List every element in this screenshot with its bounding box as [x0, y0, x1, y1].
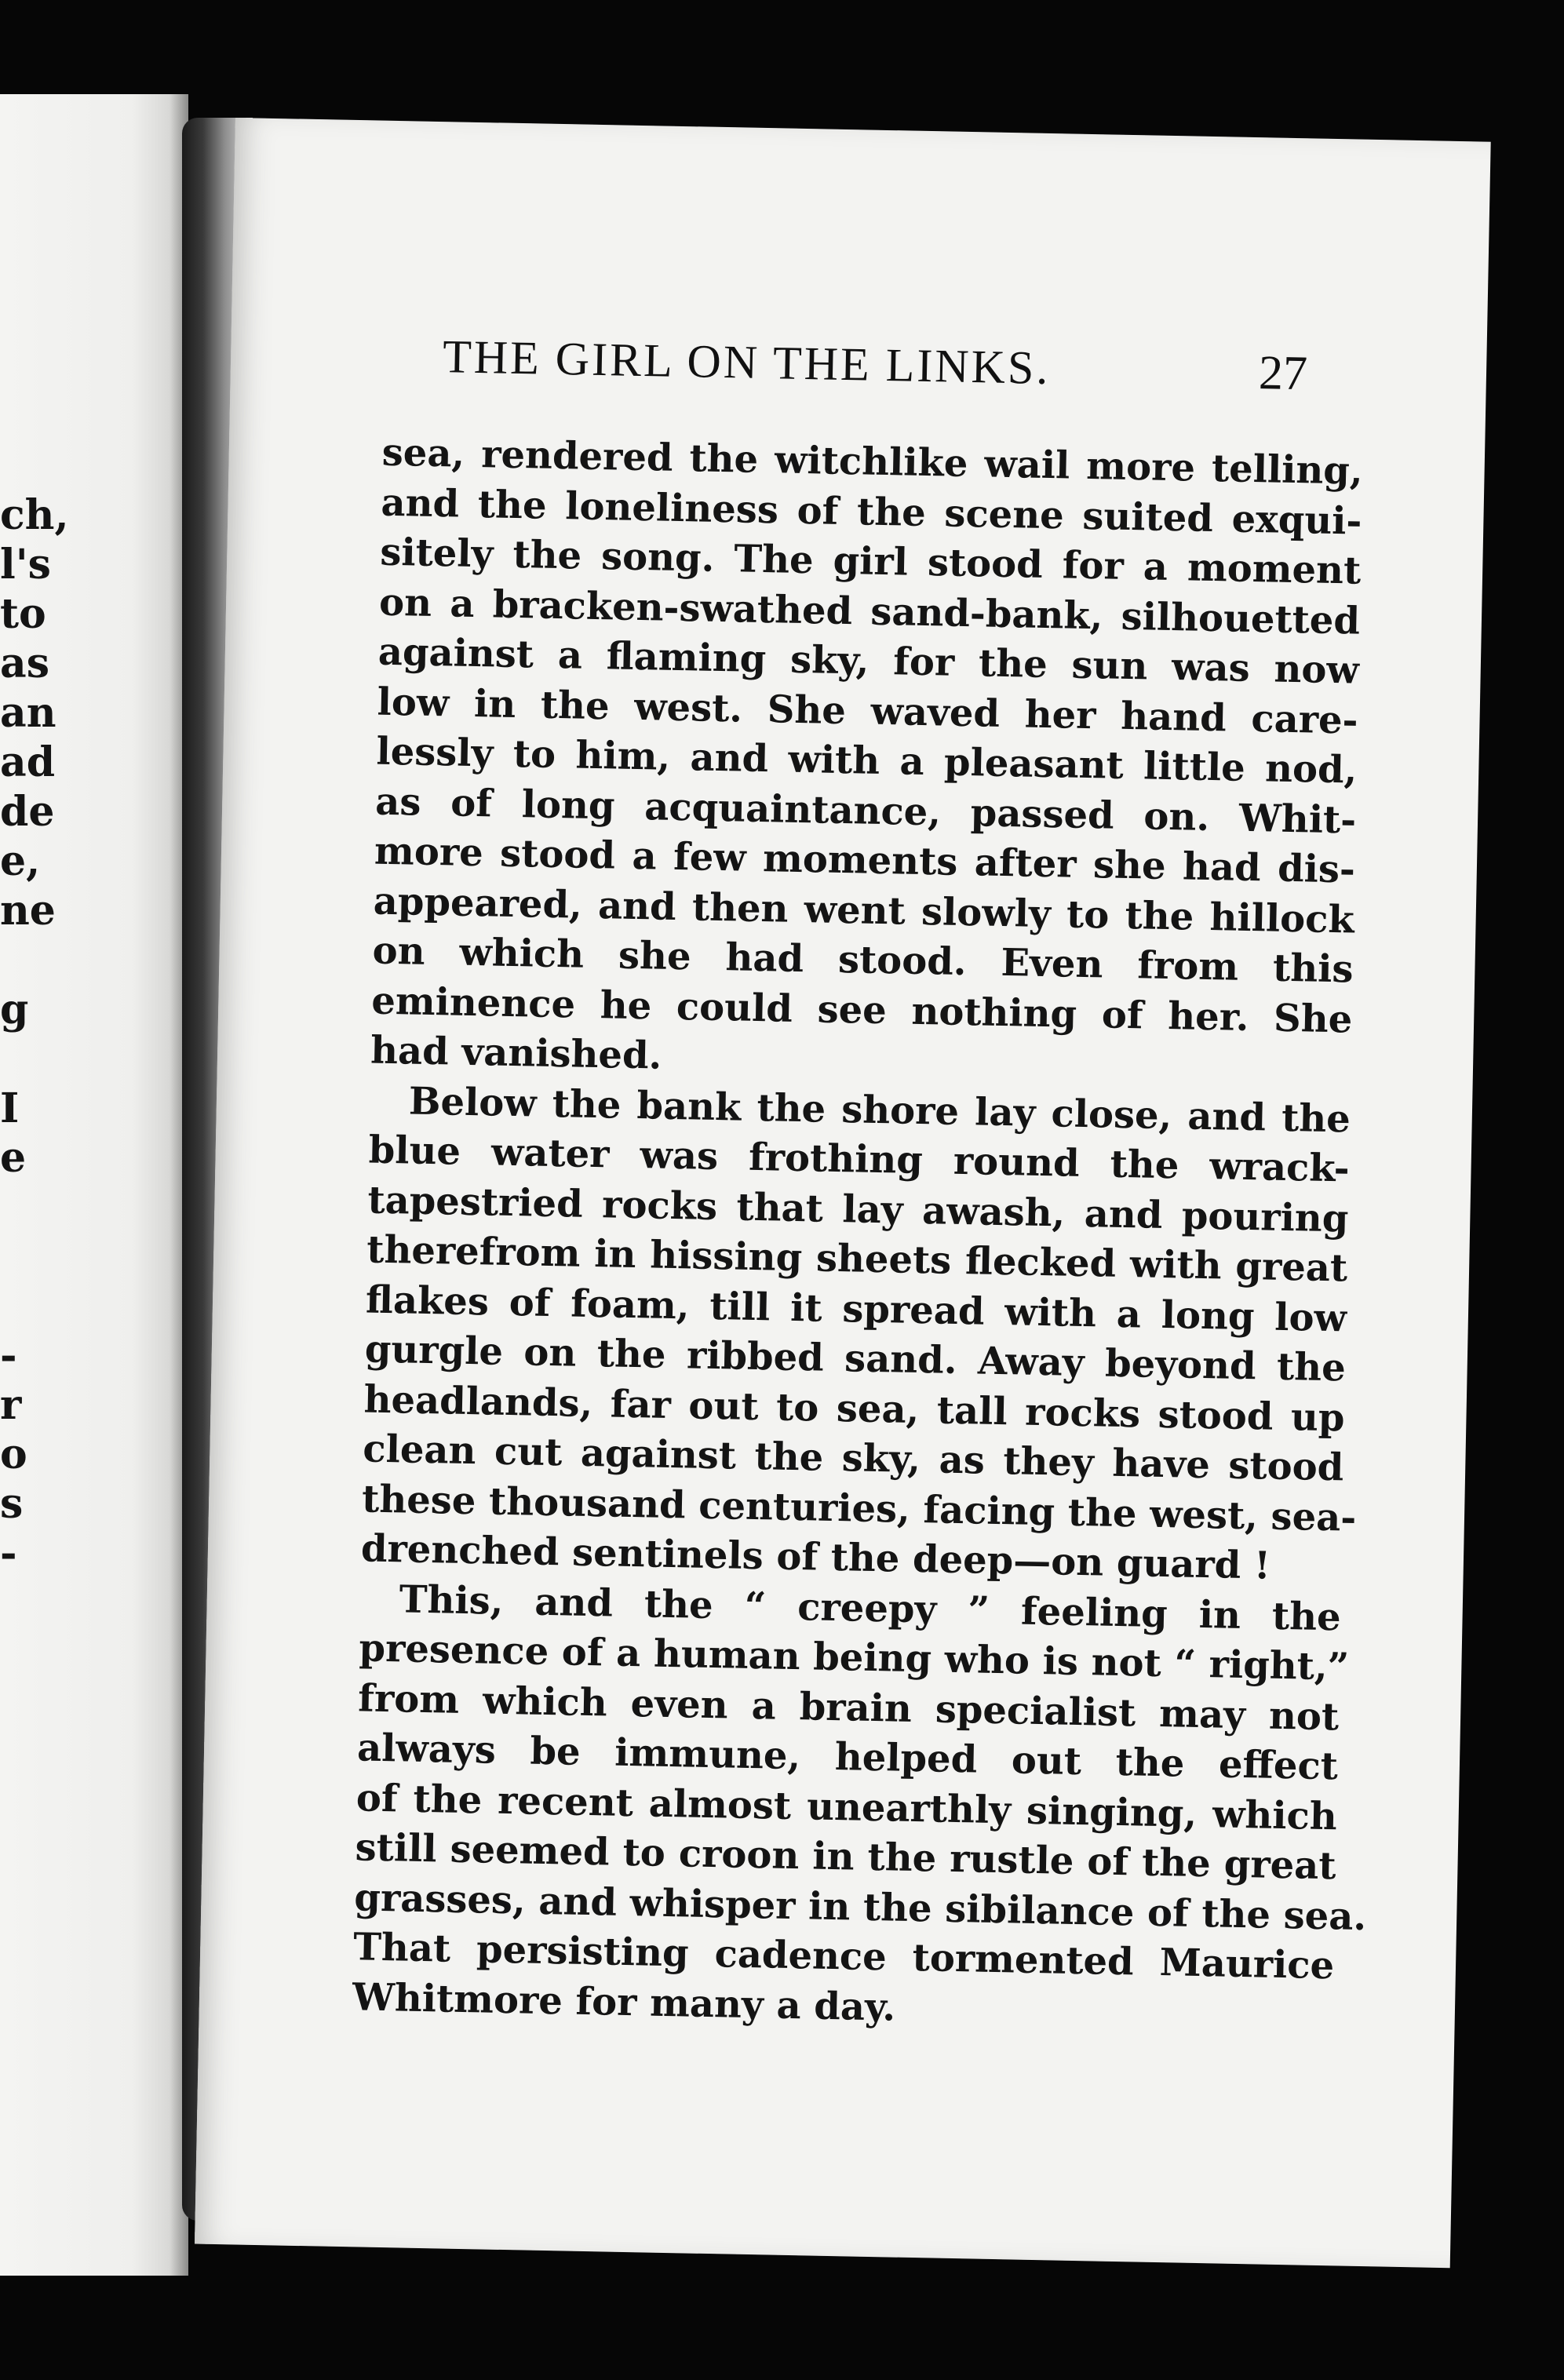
text-line: from which even a brain specialist may not — [357, 1675, 1340, 1739]
text-line: therefrom in hissing sheets flecked with great — [366, 1227, 1348, 1291]
previous-page-fragment: I — [0, 1084, 20, 1132]
text-line: This, and the “ creepy ” feeling in the — [399, 1576, 1342, 1639]
previous-page-line-endings — [0, 490, 69, 1578]
text-line: always be immune, helped out the effect — [356, 1726, 1339, 1789]
text-line: had vanished. — [370, 1028, 662, 1078]
text-line: blue water was frothing round the wrack- — [368, 1128, 1351, 1191]
text-line: against a flaming sky, for the sun was now — [377, 629, 1360, 693]
text-line: eminence he could see nothing of her. She — [370, 979, 1353, 1042]
text-line: more stood a few moments after she had dis- — [374, 829, 1356, 892]
previous-page-fragment: e — [0, 1134, 27, 1182]
previous-page-fragment: as — [0, 640, 49, 687]
paragraph — [360, 1076, 1357, 1593]
text-line: drenched sentinels of the deep—on guard ! — [360, 1526, 1271, 1588]
previous-page-fragment: an — [0, 689, 57, 737]
text-line: and the loneliness of the scene suited exqui- — [381, 480, 1362, 544]
previous-page-fragment — [0, 1281, 69, 1331]
paragraph — [370, 428, 1364, 1095]
previous-page-edge — [0, 94, 188, 2276]
text-line: low in the west. She waved her hand care- — [377, 680, 1359, 743]
body-text — [352, 428, 1367, 2042]
text-line: flakes of foam, till it spread with a long low — [365, 1277, 1347, 1340]
page-number: 27 — [1258, 346, 1308, 401]
running-title: THE GIRL ON THE LINKS. — [442, 330, 1051, 394]
previous-page-fragment: - — [0, 1529, 17, 1577]
previous-page-fragment: o — [0, 1431, 27, 1478]
previous-page-fragment: r — [0, 1381, 22, 1429]
text-line: Below the bank the shore lay close, and the — [408, 1078, 1351, 1142]
text-line: headlands, far out to sea, tall rocks stood up — [363, 1376, 1345, 1440]
text-line: as of long acquaintance, passed on. Whit- — [374, 779, 1357, 843]
text-line: Whitmore for many a day. — [352, 1974, 896, 2030]
previous-page-fragment — [0, 1034, 69, 1084]
previous-page-fragment — [0, 935, 69, 985]
previous-page-fragment — [0, 1183, 69, 1232]
text-line: presence of a human being who is not “ right,” — [359, 1626, 1350, 1689]
text-line: on which she had stood. Even from this — [372, 928, 1354, 992]
current-page — [195, 118, 1491, 2268]
text-line: on a bracken-swathed sand-bank, silhouetted — [378, 580, 1361, 643]
previous-page-fragment: - — [0, 1332, 17, 1380]
previous-page-fragment: e, — [0, 837, 41, 885]
text-line: clean cut against the sky, as they have stood — [362, 1427, 1344, 1490]
previous-page-fragment: ne — [0, 887, 56, 935]
text-line: still seemed to croon in the rustle of the great — [355, 1825, 1337, 1889]
text-line: lessly to him, and with a pleasant little nod, — [375, 729, 1358, 793]
text-line: appeared, and then went slowly to the hillock — [373, 879, 1355, 942]
previous-page-fragment: s — [0, 1480, 24, 1528]
running-head — [442, 330, 1541, 414]
text-line: of the recent almost unearthly singing, which — [355, 1775, 1338, 1839]
text-line: sitely the song. The girl stood for a moment — [379, 530, 1362, 593]
text-line: sea, rendered the witchlike wail more telling, — [381, 430, 1364, 494]
previous-page-fragment: ad — [0, 738, 56, 786]
previous-page-fragment: to — [0, 590, 46, 638]
previous-page-fragment: g — [0, 986, 29, 1033]
text-line: That persisting cadence tormented Maurice — [352, 1925, 1335, 1988]
text-line: tapestried rocks that lay awash, and pouring — [367, 1177, 1349, 1241]
previous-page-fragment: ch, — [0, 491, 69, 539]
text-line: these thousand centuries, facing the west, sea- — [361, 1476, 1357, 1540]
previous-page-fragment: de — [0, 788, 55, 836]
previous-page-fragment — [0, 1232, 69, 1281]
paragraph — [352, 1574, 1367, 2041]
previous-page-fragment: l's — [0, 541, 51, 589]
text-line: grasses, and whisper in the sibilance of the sea. — [353, 1875, 1367, 1939]
text-line: gurgle on the ribbed sand. Away beyond the — [364, 1327, 1347, 1390]
